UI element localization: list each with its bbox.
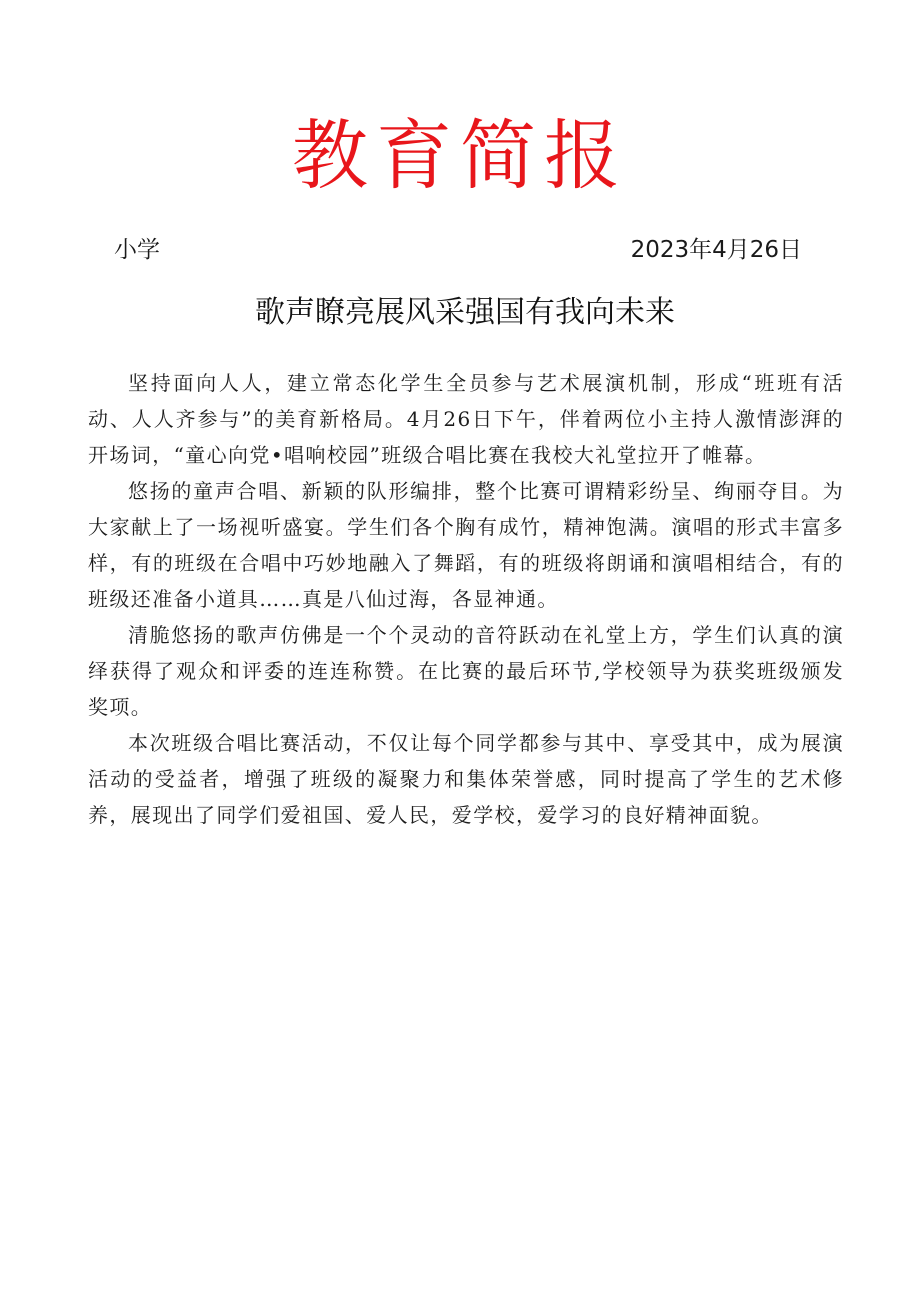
issue-date: 2023年4月26日 <box>630 237 802 263</box>
meta-row <box>0 230 920 270</box>
article-paragraph: 悠扬的童声合唱、新颖的队形编排，整个比赛可谓精彩纷呈、绚丽夺目。为大家献上了一场视听盛宴。学生们各个胸有成竹，精神饱满。演唱的形式丰富多样，有的班级在合唱中巧妙地融入了舞蹈，有的班级将朗诵和演唱相结合，有的班级还准备小道具……真是八仙过海，各显神通。 <box>88 479 844 611</box>
article-headline: 歌声瞭亮展风采强国有我向未来 <box>255 295 675 330</box>
article-body <box>88 365 844 833</box>
school-name: 小学 <box>114 237 160 263</box>
article-paragraph: 本次班级合唱比赛活动，不仅让每个同学都参与其中、享受其中，成为展演活动的受益者，增强了班级的凝聚力和集体荣誉感，同时提高了学生的艺术修养，展现出了同学们爱祖国、爱人民，爱学校，爱学习的良好精神面貌。 <box>88 731 844 827</box>
article-paragraph: 坚持面向人人，建立常态化学生全员参与艺术展演机制，形成“班班有活动、人人齐参与”的美育新格局。4月26日下午，伴着两位小主持人激情澎湃的开场词，“童心向党•唱响校园”班级合唱比赛在我校大礼堂拉开了帷幕。 <box>88 371 844 467</box>
newsletter-masthead: 教育简报 <box>292 111 628 200</box>
article-paragraph: 清脆悠扬的歌声仿佛是一个个灵动的音符跃动在礼堂上方，学生们认真的演绎获得了观众和评委的连连称赞。在比赛的最后环节,学校领导为获奖班级颁发奖项。 <box>88 623 844 719</box>
